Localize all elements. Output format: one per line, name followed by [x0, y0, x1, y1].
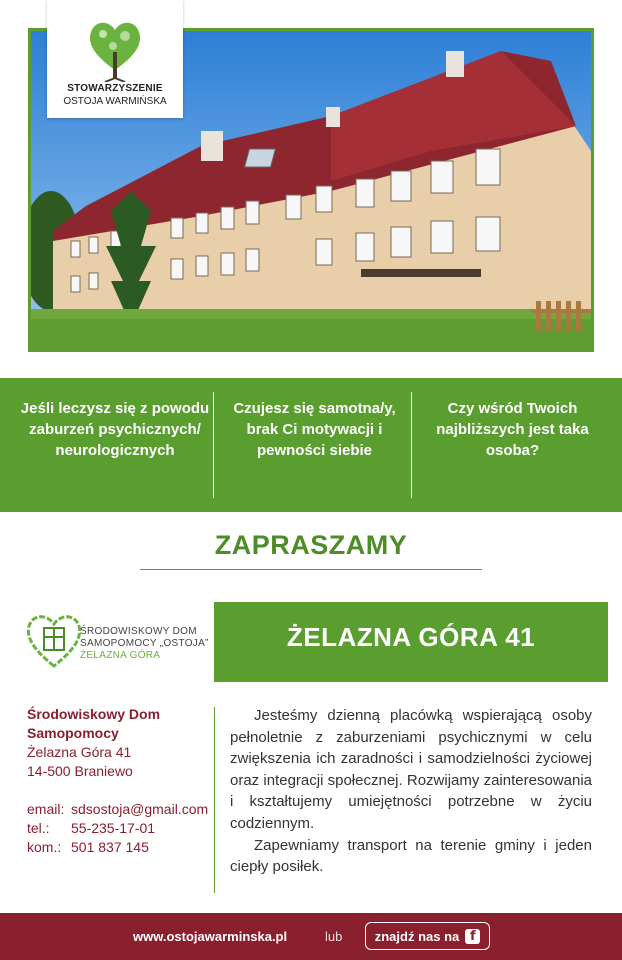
- footer: [0, 913, 622, 960]
- logo-line-1: STOWARZYSZENIE: [67, 83, 163, 94]
- tel-label: tel.:: [27, 820, 50, 836]
- tel-value: 55-235-17-01: [71, 820, 156, 836]
- association-logo: [47, 0, 183, 118]
- contact-info: [27, 705, 212, 857]
- heart-window-icon: [24, 604, 84, 674]
- sds-logo: [24, 604, 214, 684]
- kom-row: [27, 838, 212, 857]
- question-2: Czujesz się samotna/y, brak Ci motywacji i pewności siebie: [233, 400, 396, 459]
- description-paragraph-2: Zapewniamy transport na terenie gminy i jeden ciepły posiłek.: [230, 836, 592, 876]
- website-link[interactable]: www.ostojawarminska.pl: [133, 929, 288, 944]
- email-label: email:: [27, 801, 65, 817]
- email-row: [27, 800, 212, 819]
- question-1: Jeśli leczysz się z powodu zaburzeń psychicznych/ neurologicznych: [20, 400, 210, 459]
- divider: [411, 392, 412, 498]
- facebook-button-label: znajdź nas na: [374, 928, 460, 944]
- sds-logo-line-1: ŚRODOWISKOWY DOM: [80, 626, 197, 637]
- invite-underline: [140, 569, 482, 570]
- email-link[interactable]: sdsostoja@gmail.com: [71, 801, 209, 817]
- facebook-icon: f: [465, 929, 480, 944]
- description-paragraph-1: Jesteśmy dzienną placówką wspierającą osoby pełnoletnie z zaburzeniami psychicznymi w celu zwiększenia ich zaradności i samodzielności życiowej oraz integracji społecznej. Rozwijamy zainteresowania i kształtujemy umiejętności potrzebne w życiu codziennym.: [230, 707, 592, 832]
- org-name-1: Środowiskowy Dom: [27, 706, 161, 722]
- question-3: Czy wśród Twoich najbliższych jest taka osoba?: [436, 400, 589, 459]
- kom-value: 501 837 145: [71, 839, 149, 855]
- content-divider: [214, 707, 215, 893]
- or-text: lub: [325, 929, 343, 944]
- street: Żelazna Góra 41: [27, 744, 132, 760]
- facebook-button[interactable]: [365, 922, 490, 950]
- city: 14-500 Braniewo: [27, 763, 133, 779]
- description: [230, 705, 592, 878]
- kom-label: kom.:: [27, 839, 62, 855]
- logo-line-2: OSTOJA WARMIŃSKA: [63, 96, 167, 107]
- sds-logo-line-2: SAMOPOMOCY „OSTOJA”: [80, 638, 209, 649]
- divider: [213, 392, 214, 498]
- questions-band: [0, 378, 622, 512]
- invite-heading: ZAPRASZAMY: [214, 530, 408, 560]
- org-name-2: Samopomocy: [27, 725, 119, 741]
- heart-tree-icon: [85, 12, 145, 82]
- hero-section: [0, 0, 622, 368]
- tel-row: [27, 819, 212, 838]
- address-banner: [214, 602, 608, 682]
- sds-logo-line-3: ŻELAZNA GÓRA: [80, 650, 161, 661]
- address-banner-text: ŻELAZNA GÓRA 41: [286, 622, 536, 652]
